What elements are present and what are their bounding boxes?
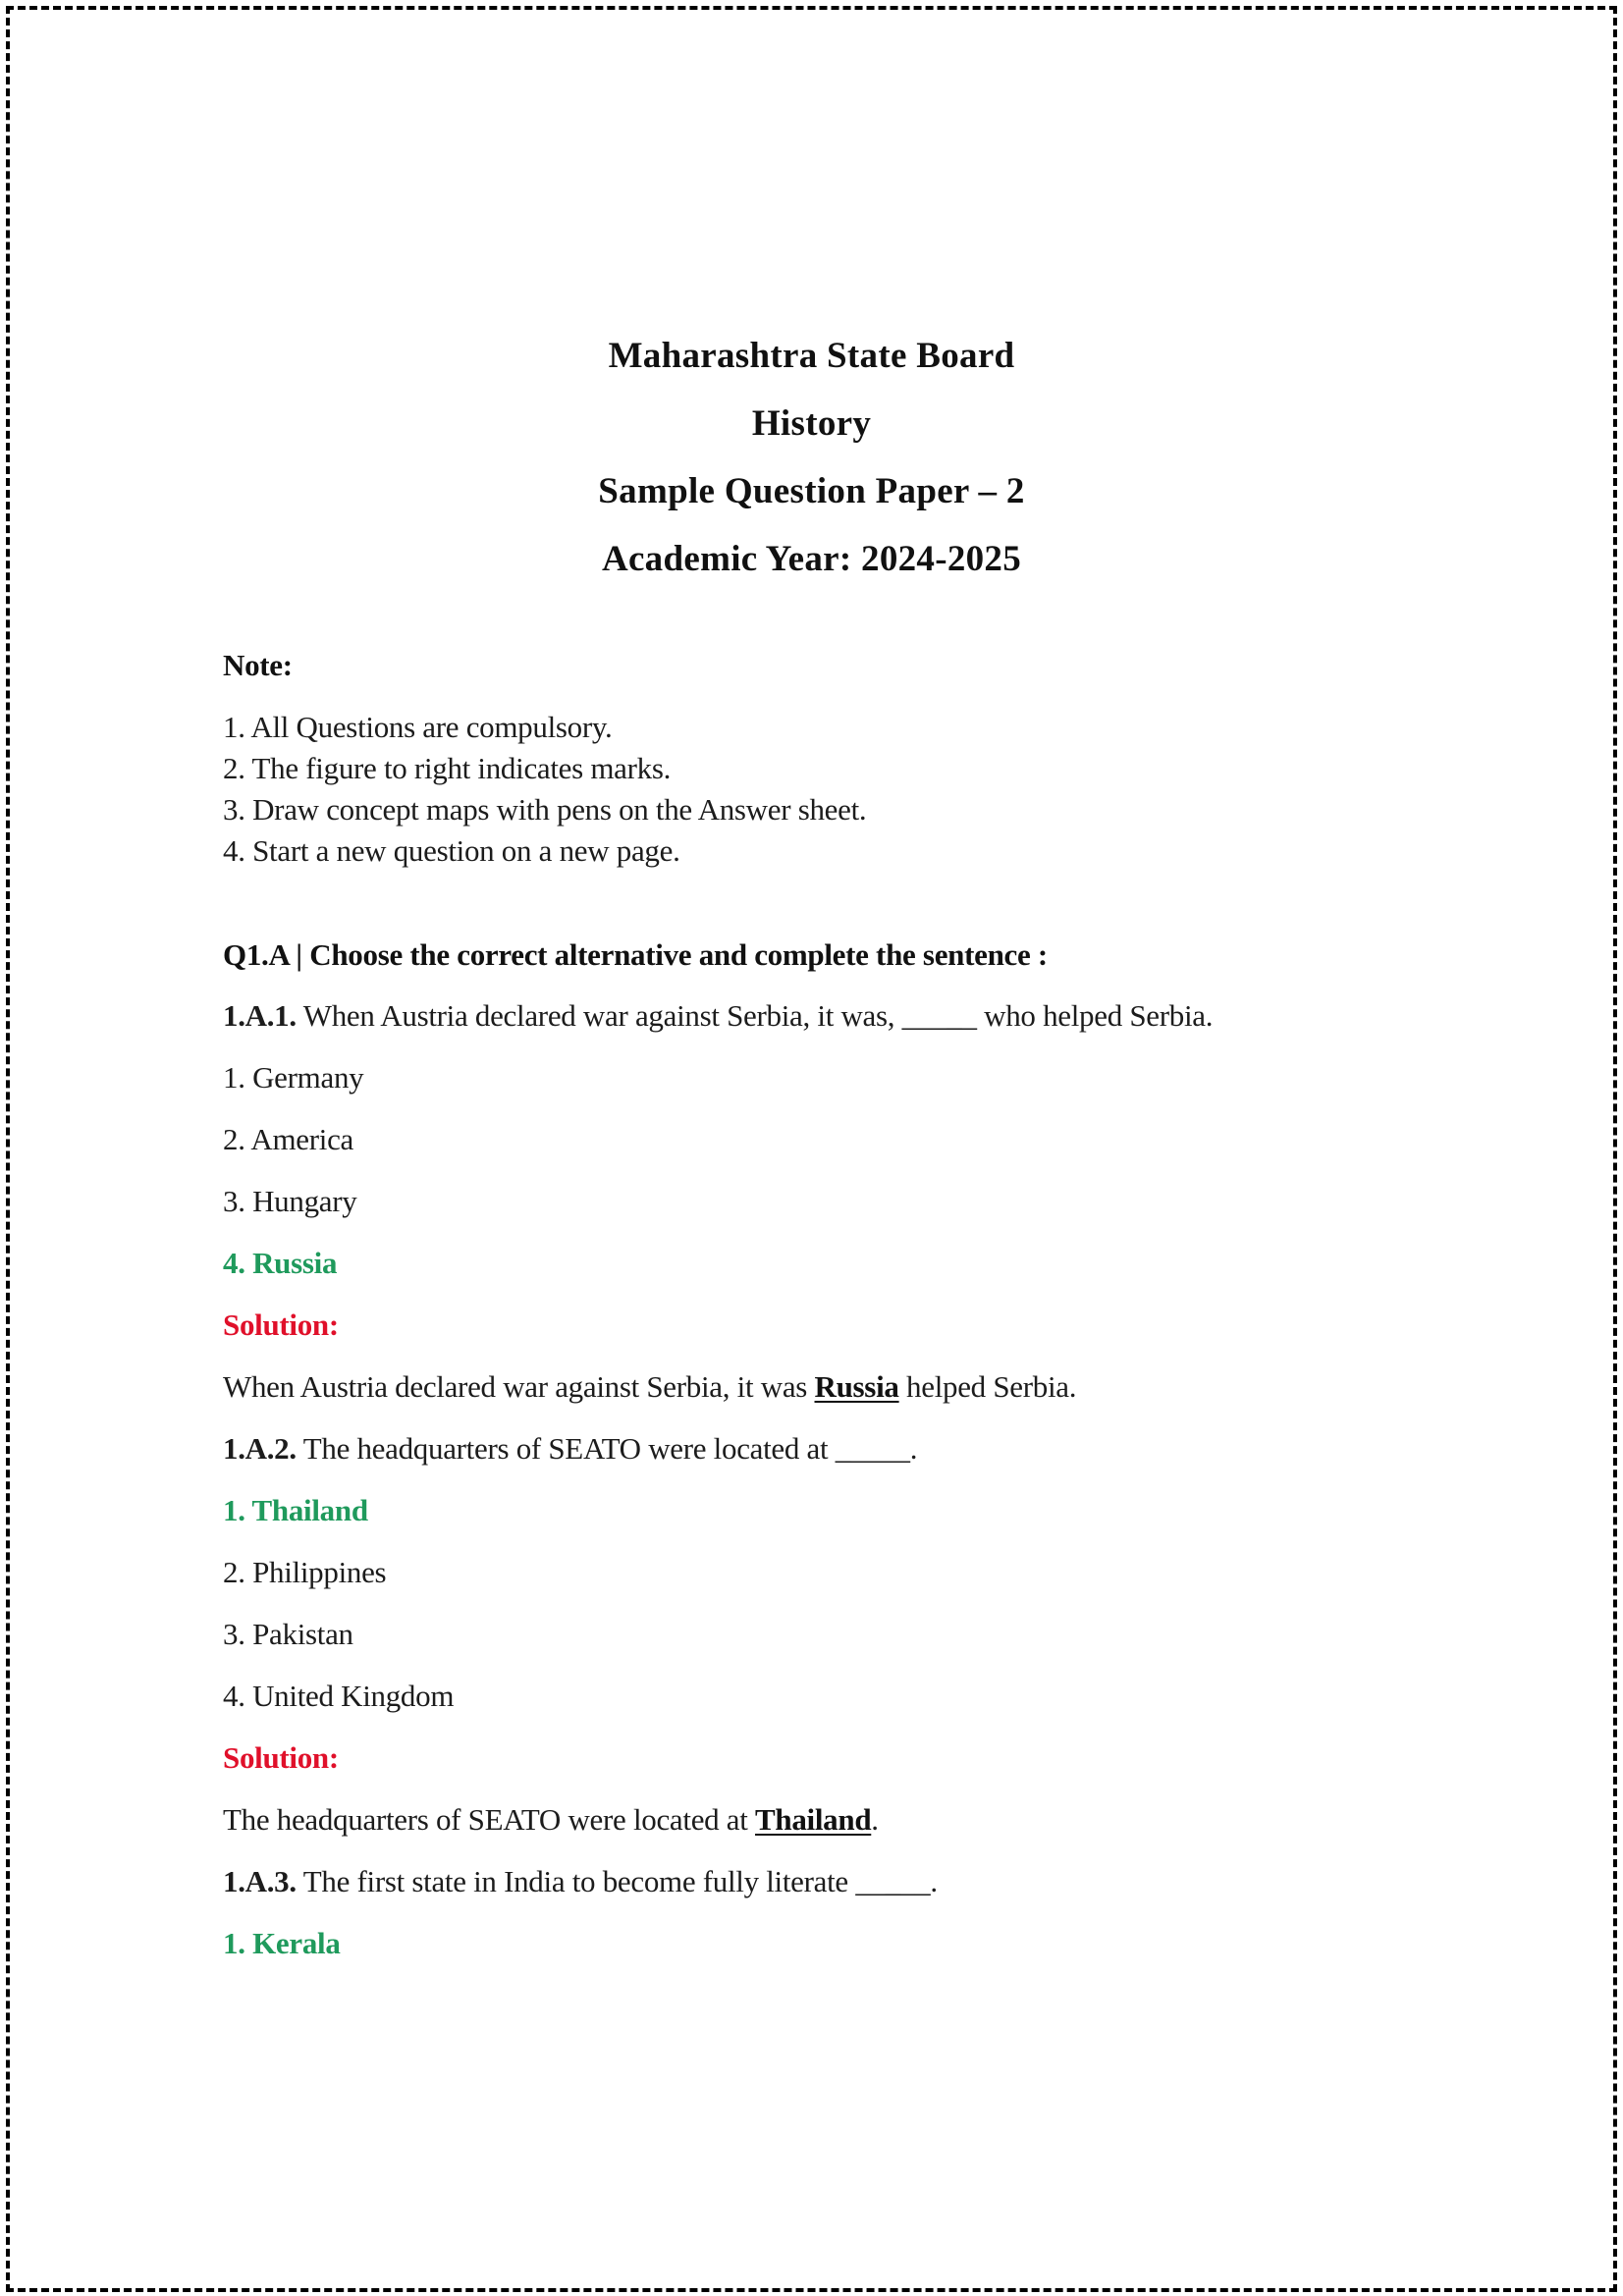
note-item: 4. Start a new question on a new page. [223, 833, 680, 868]
question-number: 1.A.2. [223, 1431, 297, 1466]
academic-year: Academic Year: 2024-2025 [601, 539, 1022, 579]
note-item: 3. Draw concept maps with pens on the Answer sheet. [223, 792, 867, 827]
section-heading: Q1.A | Choose the correct alternative and complete the sentence : [223, 937, 1048, 972]
solution-label: Solution: [223, 1308, 339, 1342]
question-number: 1.A.3. [223, 1864, 297, 1898]
question-1a3 [223, 1862, 938, 1901]
option: 2. America [223, 1122, 354, 1156]
solution-text [223, 1367, 1076, 1407]
option: 2. Philippines [223, 1555, 387, 1589]
option-correct: 4. Russia [223, 1246, 338, 1280]
solution-text-after: helped Serbia. [898, 1369, 1077, 1404]
solution-text-before: When Austria declared war against Serbia, it was [223, 1369, 815, 1404]
question-1a1 [223, 996, 1213, 1036]
paper-title: Sample Question Paper – 2 [598, 471, 1025, 511]
note-item: 2. The figure to right indicates marks. [223, 751, 672, 785]
option: 3. Pakistan [223, 1617, 353, 1651]
question-text: The first state in India to become fully literate _____. [296, 1864, 938, 1898]
note-label: Note: [223, 648, 293, 682]
question-number: 1.A.1. [223, 998, 297, 1033]
option-correct: 1. Kerala [223, 1926, 341, 1960]
note-item: 1. All Questions are compulsory. [223, 710, 613, 744]
option: 1. Germany [223, 1060, 364, 1095]
solution-text [223, 1800, 879, 1840]
solution-text-after: . [871, 1802, 879, 1837]
solution-label: Solution: [223, 1740, 339, 1775]
option: 4. United Kingdom [223, 1679, 455, 1713]
question-1a2 [223, 1429, 917, 1468]
option-correct: 1. Thailand [223, 1493, 368, 1527]
solution-text-before: The headquarters of SEATO were located at [223, 1802, 756, 1837]
solution-answer: Russia [814, 1369, 899, 1404]
subject-title: History [751, 403, 872, 444]
question-text: When Austria declared war against Serbia, it was, _____ who helped Serbia. [296, 998, 1214, 1033]
question-text: The headquarters of SEATO were located at _____. [296, 1431, 918, 1466]
solution-answer: Thailand [755, 1802, 872, 1837]
option: 3. Hungary [223, 1184, 357, 1218]
board-title: Maharashtra State Board [608, 336, 1015, 376]
